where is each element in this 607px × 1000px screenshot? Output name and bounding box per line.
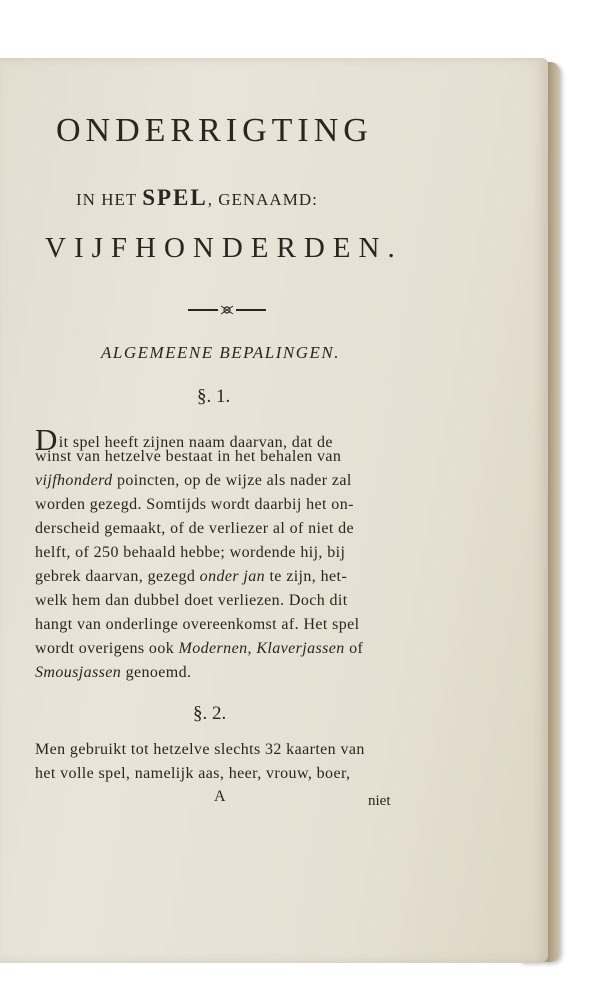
ornament-divider xyxy=(186,303,268,317)
text-run: genoemd. xyxy=(121,664,192,681)
text-run: gebrek daarvan, gezegd xyxy=(35,568,200,585)
text-run: , xyxy=(247,640,257,657)
text-run: worden gezegd. Somtijds wordt daarbij het on- xyxy=(35,496,354,513)
text-run: poincten, op de wijze als nader zal xyxy=(112,472,352,489)
page-title: ONDERRIGTING xyxy=(56,112,373,149)
subtitle xyxy=(76,185,318,211)
text-line xyxy=(35,472,352,490)
subtitle-suffix: , GENAAMD: xyxy=(207,190,318,209)
drop-cap: D xyxy=(35,422,58,457)
text-run: wordt overigens ook xyxy=(35,640,179,657)
text-line xyxy=(35,765,350,783)
text-run: Men gebruikt tot hetzelve slechts 32 kaarten van xyxy=(35,741,365,758)
game-heading: VIJFHONDERDEN. xyxy=(45,232,403,264)
text-line xyxy=(35,568,347,586)
text-line xyxy=(35,520,354,538)
text-run: helft, of 250 behaald hebbe; wordende hij, bij xyxy=(35,544,346,561)
subtitle-word: SPEL xyxy=(142,185,208,210)
text-line xyxy=(35,544,345,562)
text-line xyxy=(35,592,348,610)
text-run: te zijn, het- xyxy=(265,568,348,585)
section-2-marker: §. 2. xyxy=(193,703,227,724)
text-run: of xyxy=(344,640,364,657)
italic-run: Modernen xyxy=(178,640,248,657)
text-line xyxy=(35,616,360,634)
italic-run: Klaverjassen xyxy=(256,640,345,657)
text-run: het volle spel, namelijk aas, heer, vrouw, boer, xyxy=(35,765,351,782)
text-line xyxy=(35,448,341,466)
text-line xyxy=(35,640,363,658)
text-run: hangt van onderlinge overeenkomst af. Het spel xyxy=(35,616,360,633)
italic-run: vijfhonderd xyxy=(35,472,113,489)
section-title: ALGEMEENE BEPALINGEN. xyxy=(101,343,340,362)
italic-run: onder jan xyxy=(199,568,266,585)
text-run: derscheid gemaakt, of de verliezer al of niet de xyxy=(35,520,355,537)
text-run: winst van hetzelve bestaat in het behalen van xyxy=(35,448,342,465)
text-line xyxy=(35,496,354,514)
text-run: welk hem dan dubbel doet verliezen. Doch dit xyxy=(35,592,348,609)
signature-mark: A xyxy=(214,788,226,805)
italic-run: Smousjassen xyxy=(35,664,122,681)
subtitle-prefix: IN HET xyxy=(76,190,137,209)
catchword: niet xyxy=(368,793,391,809)
section-1-marker: §. 1. xyxy=(197,386,231,407)
text-line xyxy=(35,741,365,759)
text-line xyxy=(35,664,191,682)
text-run: it spel heeft zijnen naam daarvan, dat de xyxy=(58,434,333,451)
